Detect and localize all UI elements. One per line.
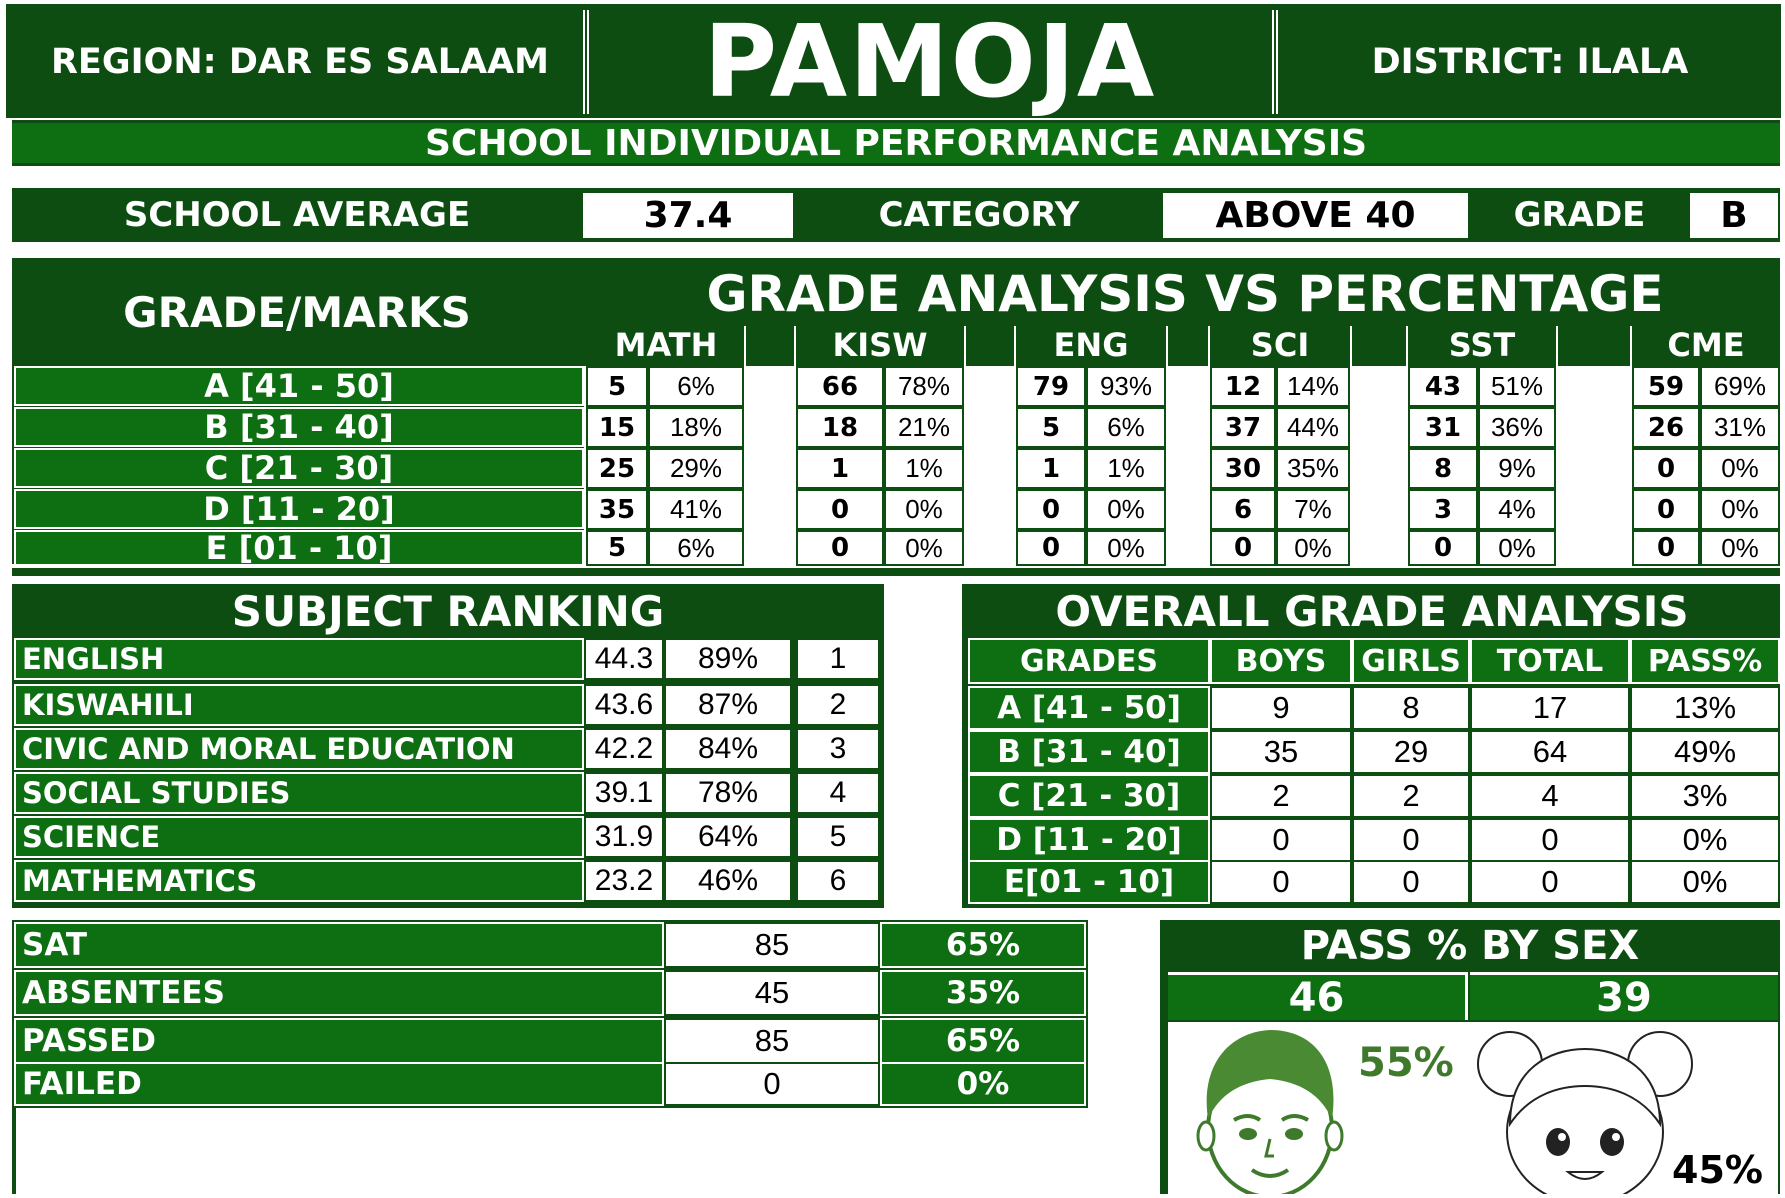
- grade-count-cell-math: 25: [586, 448, 648, 489]
- attendance-count-passed: 85: [664, 1018, 880, 1064]
- overall-pass-percent-cell: 13%: [1630, 686, 1780, 730]
- grade-percent-cell-cme: 31%: [1700, 407, 1780, 448]
- overall-grade-label: A [41 - 50]: [968, 686, 1210, 730]
- grade-percent-cell-sci: 0%: [1276, 530, 1350, 566]
- subject-header-eng: ENG: [1053, 326, 1129, 364]
- grade-percent-cell-sst: 36%: [1478, 407, 1556, 448]
- grade-count-cell-eng: 0: [1016, 530, 1086, 566]
- boys-pass-percent: 55%: [1358, 1040, 1454, 1086]
- grade-percent-cell-sst: 51%: [1478, 366, 1556, 407]
- overall-boys-cell: 35: [1210, 730, 1352, 774]
- ranking-percent: 46%: [664, 860, 792, 902]
- grade-percent-cell-kisw: 1%: [884, 448, 964, 489]
- boy-face-icon: [1190, 1024, 1350, 1194]
- grade-percent-cell-math: 29%: [648, 448, 744, 489]
- bottom-left-frame: [12, 1108, 16, 1194]
- subject-gap-column: [1556, 326, 1632, 366]
- grade-grid: [584, 366, 1780, 566]
- grade-percent-cell-sci: 35%: [1276, 448, 1350, 489]
- grade-count-cell-cme: 0: [1632, 489, 1700, 530]
- grade-count-cell-sst: 8: [1408, 448, 1478, 489]
- grade-percent-cell-cme: 0%: [1700, 448, 1780, 489]
- ranking-average: 42.2: [584, 728, 664, 770]
- grade-count-cell-math: 5: [586, 530, 648, 566]
- overall-pass-percent-cell: 49%: [1630, 730, 1780, 774]
- grade-count-cell-sci: 30: [1210, 448, 1276, 489]
- attendance-percent-absentees: 35%: [880, 970, 1086, 1016]
- grade-percent-cell-sst: 9%: [1478, 448, 1556, 489]
- overall-pass-percent-cell: 0%: [1630, 818, 1780, 862]
- ranking-position: 1: [796, 638, 880, 680]
- overall-grade-label: B [31 - 40]: [968, 730, 1210, 774]
- grade-count-cell-eng: 1: [1016, 448, 1086, 489]
- grade-count-cell-sci: 12: [1210, 366, 1276, 407]
- overall-pass-percent-cell: 3%: [1630, 774, 1780, 818]
- grade-count-cell-cme: 59: [1632, 366, 1700, 407]
- ranking-subject-name: KISWAHILI: [14, 684, 584, 726]
- grade-row-label-e: E [01 - 10]: [14, 530, 584, 566]
- grade-row-label-a: A [41 - 50]: [14, 366, 584, 406]
- subject-header-kisw: KISW: [832, 326, 928, 364]
- ranking-percent: 89%: [664, 638, 792, 680]
- overall-grade-title: OVERALL GRADE ANALYSIS: [1055, 586, 1689, 636]
- district-label: DISTRICT: ILALA: [1371, 42, 1689, 82]
- girls-pass-percent: 45%: [1672, 1148, 1763, 1192]
- grade-value: B: [1690, 193, 1778, 238]
- overall-girls-cell: 29: [1352, 730, 1470, 774]
- boys-pass-count: 46: [1168, 972, 1468, 1020]
- grade-percent-cell-eng: 0%: [1086, 489, 1166, 530]
- subject-header-sst: SST: [1448, 326, 1516, 364]
- overall-total-cell: 0: [1470, 860, 1630, 904]
- girls-pass-count: 39: [1470, 972, 1778, 1020]
- ranking-percent: 78%: [664, 772, 792, 814]
- overall-header-total: TOTAL: [1470, 638, 1630, 684]
- attendance-percent-failed: 0%: [880, 1062, 1086, 1106]
- ranking-subject-name: ENGLISH: [14, 638, 584, 680]
- ranking-subject-name: MATHEMATICS: [14, 860, 584, 902]
- overall-grade-label: E[01 - 10]: [968, 860, 1210, 904]
- subject-header-sci: SCI: [1250, 326, 1310, 364]
- overall-header-girls: GIRLS: [1352, 638, 1470, 684]
- grade-row-label-b: B [31 - 40]: [14, 407, 584, 447]
- overall-girls-cell: 2: [1352, 774, 1470, 818]
- grade-percent-cell-sst: 0%: [1478, 530, 1556, 566]
- subject-gap-column: [964, 326, 1016, 366]
- attendance-count-absentees: 45: [664, 970, 880, 1016]
- grade-count-cell-kisw: 18: [796, 407, 884, 448]
- header-divider-right: [1272, 10, 1278, 114]
- grade-percent-cell-cme: 0%: [1700, 530, 1780, 566]
- grade-row-label-d: D [11 - 20]: [14, 489, 584, 529]
- grade-count-cell-kisw: 1: [796, 448, 884, 489]
- grade-percent-cell-eng: 0%: [1086, 530, 1166, 566]
- grade-percent-cell-math: 18%: [648, 407, 744, 448]
- subject-header-cme: CME: [1667, 326, 1745, 364]
- grade-count-cell-sci: 6: [1210, 489, 1276, 530]
- overall-total-cell: 4: [1470, 774, 1630, 818]
- overall-header-boys: BOYS: [1210, 638, 1352, 684]
- subject-ranking-title: SUBJECT RANKING: [231, 586, 665, 636]
- overall-total-cell: 17: [1470, 686, 1630, 730]
- ranking-position: 4: [796, 772, 880, 814]
- grade-percent-cell-eng: 1%: [1086, 448, 1166, 489]
- ranking-percent: 64%: [664, 816, 792, 858]
- attendance-percent-passed: 65%: [880, 1018, 1086, 1064]
- grade-percent-cell-sst: 4%: [1478, 489, 1556, 530]
- school-name-title: PAMOJA: [703, 2, 1157, 120]
- grade-count-cell-eng: 5: [1016, 407, 1086, 448]
- grade-count-cell-eng: 0: [1016, 489, 1086, 530]
- grade-count-cell-math: 15: [586, 407, 648, 448]
- ranking-average: 43.6: [584, 684, 664, 726]
- ranking-subject-name: SCIENCE: [14, 816, 584, 858]
- ranking-subject-name: SOCIAL STUDIES: [14, 772, 584, 814]
- attendance-percent-sat: 65%: [880, 922, 1086, 968]
- overall-boys-cell: 0: [1210, 818, 1352, 862]
- ranking-percent: 87%: [664, 684, 792, 726]
- grade-count-cell-math: 5: [586, 366, 648, 407]
- grade-percent-cell-kisw: 0%: [884, 489, 964, 530]
- grade-percent-cell-kisw: 78%: [884, 366, 964, 407]
- school-average-value: 37.4: [583, 193, 793, 238]
- grade-analysis-title: GRADE ANALYSIS VS PERCENTAGE: [706, 265, 1664, 323]
- girl-face-icon: [1470, 1024, 1700, 1194]
- section-divider: [12, 568, 1780, 576]
- grade-count-cell-kisw: 0: [796, 489, 884, 530]
- ranking-average: 44.3: [584, 638, 664, 680]
- grade-count-cell-cme: 0: [1632, 530, 1700, 566]
- overall-boys-cell: 9: [1210, 686, 1352, 730]
- grade-count-cell-math: 35: [586, 489, 648, 530]
- grade-count-cell-sst: 31: [1408, 407, 1478, 448]
- grade-percent-cell-sci: 44%: [1276, 407, 1350, 448]
- grade-label: GRADE: [1513, 195, 1646, 235]
- grade-percent-cell-math: 41%: [648, 489, 744, 530]
- attendance-label-failed: FAILED: [14, 1062, 664, 1106]
- grade-percent-cell-cme: 0%: [1700, 489, 1780, 530]
- ranking-position: 5: [796, 816, 880, 858]
- pass-by-sex-title: PASS % BY SEX: [1300, 923, 1640, 969]
- grade-count-cell-kisw: 0: [796, 530, 884, 566]
- grade-marks-title: GRADE/MARKS: [123, 287, 471, 337]
- overall-girls-cell: 8: [1352, 686, 1470, 730]
- region-label: REGION: DAR ES SALAAM: [50, 42, 549, 82]
- overall-boys-cell: 0: [1210, 860, 1352, 904]
- ranking-position: 6: [796, 860, 880, 902]
- overall-total-cell: 64: [1470, 730, 1630, 774]
- grade-count-cell-cme: 26: [1632, 407, 1700, 448]
- subject-header-math: MATH: [614, 326, 718, 364]
- grade-count-cell-sci: 0: [1210, 530, 1276, 566]
- overall-pass-percent-cell: 0%: [1630, 860, 1780, 904]
- grade-percent-cell-sci: 7%: [1276, 489, 1350, 530]
- grade-count-cell-kisw: 66: [796, 366, 884, 407]
- attendance-label-absentees: ABSENTEES: [14, 970, 664, 1016]
- grade-count-cell-eng: 79: [1016, 366, 1086, 407]
- grade-percent-cell-kisw: 21%: [884, 407, 964, 448]
- ranking-position: 2: [796, 684, 880, 726]
- grade-percent-cell-math: 6%: [648, 366, 744, 407]
- ranking-average: 31.9: [584, 816, 664, 858]
- overall-total-cell: 0: [1470, 818, 1630, 862]
- subject-gap-column: [1350, 326, 1408, 366]
- attendance-count-sat: 85: [664, 922, 880, 968]
- header-divider-left: [583, 10, 589, 114]
- subject-gap-column: [744, 326, 796, 366]
- overall-girls-cell: 0: [1352, 818, 1470, 862]
- overall-grade-label: C [21 - 30]: [968, 774, 1210, 818]
- grade-count-cell-sst: 43: [1408, 366, 1478, 407]
- grade-count-cell-sci: 37: [1210, 407, 1276, 448]
- attendance-count-failed: 0: [664, 1062, 880, 1106]
- grade-count-cell-cme: 0: [1632, 448, 1700, 489]
- subject-gap-column: [1166, 326, 1210, 366]
- ranking-subject-name: CIVIC AND MORAL EDUCATION: [14, 728, 584, 770]
- ranking-percent: 84%: [664, 728, 792, 770]
- ranking-average: 39.1: [584, 772, 664, 814]
- attendance-label-sat: SAT: [14, 922, 664, 968]
- attendance-label-passed: PASSED: [14, 1018, 664, 1064]
- ranking-position: 3: [796, 728, 880, 770]
- overall-header-pass-percent: PASS%: [1630, 638, 1780, 684]
- category-value: ABOVE 40: [1163, 193, 1468, 238]
- school-average-label: SCHOOL AVERAGE: [123, 195, 471, 235]
- grade-percent-cell-math: 6%: [648, 530, 744, 566]
- overall-grade-label: D [11 - 20]: [968, 818, 1210, 862]
- overall-header-grades: GRADES: [968, 638, 1210, 684]
- grade-percent-cell-kisw: 0%: [884, 530, 964, 566]
- grade-percent-cell-eng: 93%: [1086, 366, 1166, 407]
- grade-percent-cell-cme: 69%: [1700, 366, 1780, 407]
- grade-percent-cell-sci: 14%: [1276, 366, 1350, 407]
- ranking-average: 23.2: [584, 860, 664, 902]
- grade-count-cell-sst: 0: [1408, 530, 1478, 566]
- category-label: CATEGORY: [878, 195, 1080, 235]
- report-subtitle: SCHOOL INDIVIDUAL PERFORMANCE ANALYSIS: [12, 120, 1780, 166]
- grade-row-label-c: C [21 - 30]: [14, 448, 584, 488]
- grade-percent-cell-eng: 6%: [1086, 407, 1166, 448]
- overall-girls-cell: 0: [1352, 860, 1470, 904]
- overall-boys-cell: 2: [1210, 774, 1352, 818]
- grade-count-cell-sst: 3: [1408, 489, 1478, 530]
